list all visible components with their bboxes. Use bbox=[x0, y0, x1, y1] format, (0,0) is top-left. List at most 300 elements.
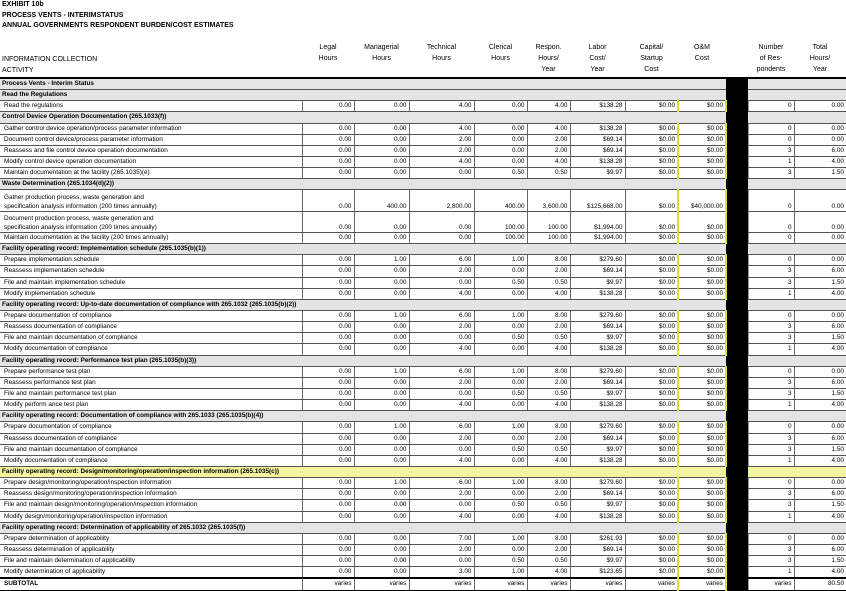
separator-column bbox=[726, 145, 748, 156]
cell-total-hours: 0.00 bbox=[794, 533, 846, 544]
activity-label: Document production process, waste generation and specification analysis information (200 times annually) bbox=[0, 211, 302, 232]
cell-capital-cost: $0.00 bbox=[625, 422, 678, 433]
cell-capital-cost: $0.00 bbox=[625, 156, 678, 167]
separator-column bbox=[726, 556, 748, 567]
cell-capital-cost: $0.00 bbox=[625, 190, 678, 211]
cell-respon-hours: 3,600.00 bbox=[527, 190, 570, 211]
separator-column bbox=[726, 489, 748, 500]
col-header-capital-cost: Capital/ Startup Cost bbox=[639, 44, 664, 73]
cell-legal: 0.00 bbox=[302, 400, 354, 411]
section-filler bbox=[748, 466, 846, 477]
cell-om-cost: $0.00 bbox=[678, 377, 726, 388]
cell-labor-cost: $138.28 bbox=[570, 511, 625, 522]
cell-total-hours: 0.00 bbox=[794, 123, 846, 134]
cell-respon-hours: 0.50 bbox=[527, 333, 570, 344]
separator-column bbox=[726, 377, 748, 388]
cell-labor-cost: $138.28 bbox=[570, 455, 625, 466]
table-row bbox=[0, 489, 846, 500]
cell-respon-hours: 4.00 bbox=[527, 101, 570, 112]
cell-managerial: 0.00 bbox=[354, 444, 409, 455]
cell-om-cost: $0.00 bbox=[678, 266, 726, 277]
cell-technical: 4.00 bbox=[409, 455, 474, 466]
cell-technical: 0.00 bbox=[409, 233, 474, 244]
cell-clerical: 100.00 bbox=[474, 211, 527, 232]
separator-column bbox=[726, 333, 748, 344]
table-row bbox=[0, 500, 846, 511]
separator-column bbox=[726, 310, 748, 321]
separator-column bbox=[726, 400, 748, 411]
cell-technical: 0.00 bbox=[409, 211, 474, 232]
cell-total-hours: 0.00 bbox=[794, 255, 846, 266]
cell-om-cost: $0.00 bbox=[678, 145, 726, 156]
cell-capital-cost: $0.00 bbox=[625, 101, 678, 112]
cell-respondents: 3 bbox=[748, 556, 794, 567]
table-row bbox=[0, 255, 846, 266]
activity-label: Modify documentation of compliance bbox=[0, 344, 302, 355]
cell-managerial: 0.00 bbox=[354, 544, 409, 555]
section-header-row bbox=[0, 112, 846, 123]
cell-capital-cost: $0.00 bbox=[625, 366, 678, 377]
cell-respondents: varies bbox=[748, 578, 794, 590]
table-row bbox=[0, 511, 846, 522]
cell-legal: 0.00 bbox=[302, 233, 354, 244]
cell-managerial: 1.00 bbox=[354, 478, 409, 489]
cell-respon-hours: 4.00 bbox=[527, 123, 570, 134]
cell-respondents: 0 bbox=[748, 366, 794, 377]
separator-column bbox=[726, 156, 748, 167]
cell-om-cost: $40,000.00 bbox=[678, 190, 726, 211]
cell-clerical: 0.50 bbox=[474, 500, 527, 511]
separator-column bbox=[726, 444, 748, 455]
cell-technical: 6.00 bbox=[409, 478, 474, 489]
cell-managerial: 0.00 bbox=[354, 134, 409, 145]
activity-label: Reassess and file control device operation documentation bbox=[0, 145, 302, 156]
cell-capital-cost: $0.00 bbox=[625, 333, 678, 344]
cell-managerial: 0.00 bbox=[354, 511, 409, 522]
cell-respon-hours: 2.00 bbox=[527, 489, 570, 500]
cell-total-hours: 6.00 bbox=[794, 544, 846, 555]
cell-respondents: 0 bbox=[748, 211, 794, 232]
cell-respondents: 0 bbox=[748, 310, 794, 321]
cell-managerial: 0.00 bbox=[354, 322, 409, 333]
separator-column bbox=[726, 134, 748, 145]
cell-om-cost: $0.00 bbox=[678, 322, 726, 333]
cell-total-hours: 1.50 bbox=[794, 444, 846, 455]
cell-capital-cost: $0.00 bbox=[625, 168, 678, 179]
cell-technical: 0.00 bbox=[409, 388, 474, 399]
cell-respon-hours: 2.00 bbox=[527, 322, 570, 333]
cell-total-hours: 4.00 bbox=[794, 288, 846, 299]
cell-managerial: 1.00 bbox=[354, 366, 409, 377]
cell-respondents: 1 bbox=[748, 400, 794, 411]
section-header-row bbox=[0, 522, 846, 533]
cell-labor-cost: $9.97 bbox=[570, 500, 625, 511]
activity-label: File and maintain performance test plan bbox=[0, 388, 302, 399]
separator-column bbox=[726, 433, 748, 444]
cell-legal: 0.00 bbox=[302, 444, 354, 455]
activity-label: Reassess implementation schedule bbox=[0, 266, 302, 277]
cell-respon-hours: varies bbox=[527, 578, 570, 590]
cell-labor-cost: $279.60 bbox=[570, 366, 625, 377]
cell-technical: 2.00 bbox=[409, 489, 474, 500]
activity-label: Reassess performance test plan bbox=[0, 377, 302, 388]
activity-label: File and maintain design/monitoring/operation/inspection information bbox=[0, 500, 302, 511]
cell-respon-hours: 2.00 bbox=[527, 134, 570, 145]
cell-respondents: 3 bbox=[748, 489, 794, 500]
cell-labor-cost: $138.28 bbox=[570, 400, 625, 411]
cell-clerical: 1.00 bbox=[474, 478, 527, 489]
cell-clerical: 0.50 bbox=[474, 444, 527, 455]
cell-labor-cost: $138.28 bbox=[570, 344, 625, 355]
cell-technical: 4.00 bbox=[409, 101, 474, 112]
cell-legal: 0.00 bbox=[302, 489, 354, 500]
cell-capital-cost: $0.00 bbox=[625, 533, 678, 544]
separator-column bbox=[726, 355, 748, 366]
section-title: Facility operating record: Up-to-date documentation of compliance with 265.1032 (265.1035(b)(2)) bbox=[0, 299, 726, 310]
cell-technical: 0.00 bbox=[409, 444, 474, 455]
cell-labor-cost: $69.14 bbox=[570, 134, 625, 145]
cell-respon-hours: 4.00 bbox=[527, 400, 570, 411]
cell-total-hours: 0.00 bbox=[794, 422, 846, 433]
cell-respon-hours: 8.00 bbox=[527, 478, 570, 489]
activity-label: Modify documentation of compliance bbox=[0, 455, 302, 466]
section-title: Process Vents - Interim Status bbox=[0, 78, 726, 90]
cell-labor-cost: varies bbox=[570, 578, 625, 590]
activity-label: Reassess determination of applicability bbox=[0, 544, 302, 555]
cell-respondents: 0 bbox=[748, 533, 794, 544]
cell-respon-hours: 4.00 bbox=[527, 344, 570, 355]
activity-label: Modify control device operation documentation bbox=[0, 156, 302, 167]
separator-column bbox=[726, 455, 748, 466]
table-row bbox=[0, 388, 846, 399]
cell-clerical: 0.00 bbox=[474, 266, 527, 277]
cell-respon-hours: 4.00 bbox=[527, 455, 570, 466]
separator-column bbox=[726, 255, 748, 266]
table-row bbox=[0, 377, 846, 388]
cell-managerial: 0.00 bbox=[354, 433, 409, 444]
cell-respondents: 3 bbox=[748, 433, 794, 444]
cell-technical: 2.00 bbox=[409, 544, 474, 555]
cell-om-cost: $0.00 bbox=[678, 544, 726, 555]
activity-label: Modify perform ance test plan bbox=[0, 400, 302, 411]
section-filler bbox=[748, 244, 846, 255]
cell-total-hours: 0.00 bbox=[794, 478, 846, 489]
col-header-respon-hours: Respon. Hours/ Year bbox=[535, 44, 562, 73]
table-row bbox=[0, 422, 846, 433]
cell-technical: 4.00 bbox=[409, 400, 474, 411]
cell-om-cost: $0.00 bbox=[678, 422, 726, 433]
cell-managerial: 0.00 bbox=[354, 123, 409, 134]
cell-respon-hours: 8.00 bbox=[527, 255, 570, 266]
cell-respondents: 3 bbox=[748, 145, 794, 156]
cell-clerical: 0.00 bbox=[474, 156, 527, 167]
cell-capital-cost: $0.00 bbox=[625, 511, 678, 522]
cell-managerial: 1.00 bbox=[354, 422, 409, 433]
cell-total-hours: 6.00 bbox=[794, 433, 846, 444]
cell-respondents: 3 bbox=[748, 544, 794, 555]
cell-managerial: varies bbox=[354, 578, 409, 590]
cell-technical: 0.00 bbox=[409, 168, 474, 179]
cell-capital-cost: $0.00 bbox=[625, 233, 678, 244]
separator-column bbox=[726, 266, 748, 277]
cell-legal: 0.00 bbox=[302, 101, 354, 112]
cell-clerical: 400.00 bbox=[474, 190, 527, 211]
cell-om-cost: $0.00 bbox=[678, 344, 726, 355]
cell-respon-hours: 2.00 bbox=[527, 266, 570, 277]
info-collection-header: INFORMATION COLLECTION ACTIVITY bbox=[2, 56, 98, 74]
activity-label: Prepare documentation of compliance bbox=[0, 422, 302, 433]
section-title: Facility operating record: Design/monitoring/operation/inspection information (265.1035(c)) bbox=[0, 466, 726, 477]
cell-respondents: 1 bbox=[748, 567, 794, 579]
cell-total-hours: 4.00 bbox=[794, 400, 846, 411]
cell-respondents: 0 bbox=[748, 101, 794, 112]
cell-labor-cost: $1,994.00 bbox=[570, 211, 625, 232]
separator-column bbox=[726, 211, 748, 232]
activity-label: Prepare design/monitoring/operation/inspection information bbox=[0, 478, 302, 489]
cell-total-hours: 4.00 bbox=[794, 344, 846, 355]
cell-om-cost: $0.00 bbox=[678, 489, 726, 500]
activity-label: Reassess documentation of compliance bbox=[0, 322, 302, 333]
cell-labor-cost: $69.14 bbox=[570, 145, 625, 156]
cell-total-hours: 1.50 bbox=[794, 500, 846, 511]
section-header-row bbox=[0, 78, 846, 90]
cell-respon-hours: 100.00 bbox=[527, 211, 570, 232]
table-row bbox=[0, 123, 846, 134]
separator-column bbox=[726, 567, 748, 579]
col-header-legal: Legal Hours bbox=[318, 44, 338, 62]
cell-respondents: 0 bbox=[748, 478, 794, 489]
cell-legal: 0.00 bbox=[302, 123, 354, 134]
cell-respon-hours: 8.00 bbox=[527, 366, 570, 377]
cell-legal: 0.00 bbox=[302, 211, 354, 232]
table-row bbox=[0, 400, 846, 411]
cell-managerial: 400.00 bbox=[354, 190, 409, 211]
activity-label: Modify determination of applicability bbox=[0, 567, 302, 579]
cell-technical: 4.00 bbox=[409, 511, 474, 522]
document-title: PROCESS VENTS - INTERIMSTATUS bbox=[2, 12, 124, 19]
table-row bbox=[0, 533, 846, 544]
table-row bbox=[0, 101, 846, 112]
cell-technical: 2.00 bbox=[409, 266, 474, 277]
cell-capital-cost: $0.00 bbox=[625, 277, 678, 288]
cell-total-hours: 0.00 bbox=[794, 190, 846, 211]
cell-legal: 0.00 bbox=[302, 567, 354, 579]
cell-legal: 0.00 bbox=[302, 134, 354, 145]
separator-column bbox=[726, 578, 748, 590]
cell-respon-hours: 4.00 bbox=[527, 156, 570, 167]
cell-technical: 7.00 bbox=[409, 533, 474, 544]
cell-labor-cost: $261.93 bbox=[570, 533, 625, 544]
cell-labor-cost: $9.97 bbox=[570, 168, 625, 179]
cell-legal: 0.00 bbox=[302, 377, 354, 388]
cell-managerial: 0.00 bbox=[354, 145, 409, 156]
cell-capital-cost: $0.00 bbox=[625, 288, 678, 299]
cell-om-cost: $0.00 bbox=[678, 168, 726, 179]
cell-respondents: 0 bbox=[748, 233, 794, 244]
cell-om-cost: $0.00 bbox=[678, 433, 726, 444]
cell-capital-cost: $0.00 bbox=[625, 400, 678, 411]
cell-technical: 0.00 bbox=[409, 500, 474, 511]
table-row bbox=[0, 288, 846, 299]
section-filler bbox=[748, 299, 846, 310]
cell-total-hours: 4.00 bbox=[794, 455, 846, 466]
cell-respondents: 3 bbox=[748, 388, 794, 399]
cell-legal: 0.00 bbox=[302, 422, 354, 433]
cell-clerical: 1.00 bbox=[474, 255, 527, 266]
cell-managerial: 0.00 bbox=[354, 455, 409, 466]
separator-column bbox=[726, 168, 748, 179]
cell-total-hours: 0.00 bbox=[794, 366, 846, 377]
cell-managerial: 0.00 bbox=[354, 400, 409, 411]
cell-total-hours: 6.00 bbox=[794, 489, 846, 500]
section-header-row bbox=[0, 355, 846, 366]
cell-total-hours: 1.50 bbox=[794, 388, 846, 399]
col-header-technical: Technical Hours bbox=[426, 44, 457, 62]
cell-labor-cost: $9.97 bbox=[570, 444, 625, 455]
separator-column bbox=[726, 466, 748, 477]
section-title: Waste Determination (265.1034(d)(2)) bbox=[0, 179, 726, 190]
cell-technical: 4.00 bbox=[409, 288, 474, 299]
separator-column bbox=[726, 288, 748, 299]
cell-clerical: 1.00 bbox=[474, 366, 527, 377]
separator-column bbox=[726, 522, 748, 533]
cell-technical: 6.00 bbox=[409, 255, 474, 266]
cell-legal: 0.00 bbox=[302, 544, 354, 555]
cell-clerical: 100.00 bbox=[474, 233, 527, 244]
cell-om-cost: $0.00 bbox=[678, 533, 726, 544]
cell-total-hours: 0.00 bbox=[794, 134, 846, 145]
cell-clerical: 0.00 bbox=[474, 288, 527, 299]
table-row bbox=[0, 310, 846, 321]
cell-total-hours: 6.00 bbox=[794, 322, 846, 333]
cell-capital-cost: $0.00 bbox=[625, 145, 678, 156]
cell-capital-cost: $0.00 bbox=[625, 123, 678, 134]
section-header-row bbox=[0, 299, 846, 310]
cell-capital-cost: $0.00 bbox=[625, 134, 678, 145]
cell-respondents: 1 bbox=[748, 455, 794, 466]
cell-total-hours: 0.00 bbox=[794, 233, 846, 244]
separator-column bbox=[726, 277, 748, 288]
section-header-row bbox=[0, 90, 846, 101]
subtotal-row bbox=[0, 578, 846, 590]
separator-column bbox=[726, 366, 748, 377]
document-subtitle: ANNUAL GOVERNMENTS RESPONDENT BURDEN/COST ESTIMATES bbox=[2, 22, 234, 29]
cell-total-hours: 6.00 bbox=[794, 266, 846, 277]
cell-managerial: 0.00 bbox=[354, 344, 409, 355]
cell-respon-hours: 0.50 bbox=[527, 500, 570, 511]
cell-managerial: 0.00 bbox=[354, 388, 409, 399]
cell-capital-cost: $0.00 bbox=[625, 322, 678, 333]
cell-clerical: 0.00 bbox=[474, 322, 527, 333]
cell-labor-cost: $69.14 bbox=[570, 489, 625, 500]
separator-column bbox=[726, 112, 748, 123]
cell-respon-hours: 4.00 bbox=[527, 288, 570, 299]
cell-technical: 6.00 bbox=[409, 422, 474, 433]
activity-label: Document control device/process parameter information bbox=[0, 134, 302, 145]
activity-label: Read the regulations bbox=[0, 101, 302, 112]
cell-clerical: 1.00 bbox=[474, 533, 527, 544]
cell-clerical: 0.00 bbox=[474, 101, 527, 112]
cell-total-hours: 1.50 bbox=[794, 333, 846, 344]
activity-label: File and maintain implementation schedule bbox=[0, 277, 302, 288]
table-row bbox=[0, 190, 846, 211]
cell-respon-hours: 0.50 bbox=[527, 388, 570, 399]
cell-technical: 2.00 bbox=[409, 433, 474, 444]
cell-respondents: 0 bbox=[748, 123, 794, 134]
cell-labor-cost: $1,994.00 bbox=[570, 233, 625, 244]
cell-total-hours: 0.00 bbox=[794, 101, 846, 112]
cell-technical: 2.00 bbox=[409, 377, 474, 388]
cell-total-hours: 4.00 bbox=[794, 156, 846, 167]
table-row bbox=[0, 156, 846, 167]
cell-labor-cost: $69.14 bbox=[570, 266, 625, 277]
activity-label: Gather control device operation/process parameter information bbox=[0, 123, 302, 134]
cell-technical: 2.00 bbox=[409, 322, 474, 333]
cell-clerical: 1.00 bbox=[474, 310, 527, 321]
cell-legal: 0.00 bbox=[302, 277, 354, 288]
activity-label: Prepare determination of applicability bbox=[0, 533, 302, 544]
cell-labor-cost: $279.60 bbox=[570, 478, 625, 489]
cell-managerial: 0.00 bbox=[354, 489, 409, 500]
cell-legal: 0.00 bbox=[302, 156, 354, 167]
cell-managerial: 0.00 bbox=[354, 500, 409, 511]
activity-label: Prepare documentation of compliance bbox=[0, 310, 302, 321]
cell-clerical: 0.00 bbox=[474, 145, 527, 156]
col-header-total-hours: Total Hours/ Year bbox=[809, 44, 831, 73]
col-header-labor-cost: Labor Cost/ Year bbox=[588, 44, 607, 73]
cell-labor-cost: $69.14 bbox=[570, 544, 625, 555]
table-row bbox=[0, 344, 846, 355]
cell-respondents: 3 bbox=[748, 333, 794, 344]
cell-technical: 0.00 bbox=[409, 556, 474, 567]
activity-label: File and maintain documentation of compliance bbox=[0, 444, 302, 455]
activity-label: Reassess design/monitoring/operation/inspection information bbox=[0, 489, 302, 500]
separator-column bbox=[726, 511, 748, 522]
cell-legal: 0.00 bbox=[302, 344, 354, 355]
cell-labor-cost: $9.97 bbox=[570, 556, 625, 567]
cell-technical: 6.00 bbox=[409, 366, 474, 377]
cell-om-cost: $0.00 bbox=[678, 288, 726, 299]
cell-legal: 0.00 bbox=[302, 478, 354, 489]
section-filler bbox=[748, 78, 846, 90]
cell-om-cost: $0.00 bbox=[678, 556, 726, 567]
separator-column bbox=[726, 322, 748, 333]
activity-label: Modify design/monitoring/operation/inspection information bbox=[0, 511, 302, 522]
cell-labor-cost: $138.28 bbox=[570, 156, 625, 167]
cell-technical: 2,800.00 bbox=[409, 190, 474, 211]
cell-labor-cost: $279.60 bbox=[570, 422, 625, 433]
cell-respon-hours: 100.00 bbox=[527, 233, 570, 244]
separator-column bbox=[726, 179, 748, 190]
activity-label: File and maintain documentation of compliance bbox=[0, 333, 302, 344]
cell-respondents: 3 bbox=[748, 277, 794, 288]
cell-om-cost: varies bbox=[678, 578, 726, 590]
cell-capital-cost: $0.00 bbox=[625, 310, 678, 321]
cell-technical: varies bbox=[409, 578, 474, 590]
cell-respondents: 0 bbox=[748, 255, 794, 266]
cell-legal: 0.00 bbox=[302, 511, 354, 522]
exhibit-number: EXHIBIT 10b bbox=[2, 1, 44, 8]
cell-labor-cost: $9.97 bbox=[570, 277, 625, 288]
cell-respon-hours: 8.00 bbox=[527, 310, 570, 321]
separator-column bbox=[726, 244, 748, 255]
table-row bbox=[0, 168, 846, 179]
cell-capital-cost: $0.00 bbox=[625, 489, 678, 500]
cell-respondents: 0 bbox=[748, 422, 794, 433]
section-title: Facility operating record: Determination of applicability of 265.1032 (265.1035(f)) bbox=[0, 522, 726, 533]
col-header-om-cost: O&M Cost bbox=[694, 44, 710, 62]
cell-om-cost: $0.00 bbox=[678, 156, 726, 167]
